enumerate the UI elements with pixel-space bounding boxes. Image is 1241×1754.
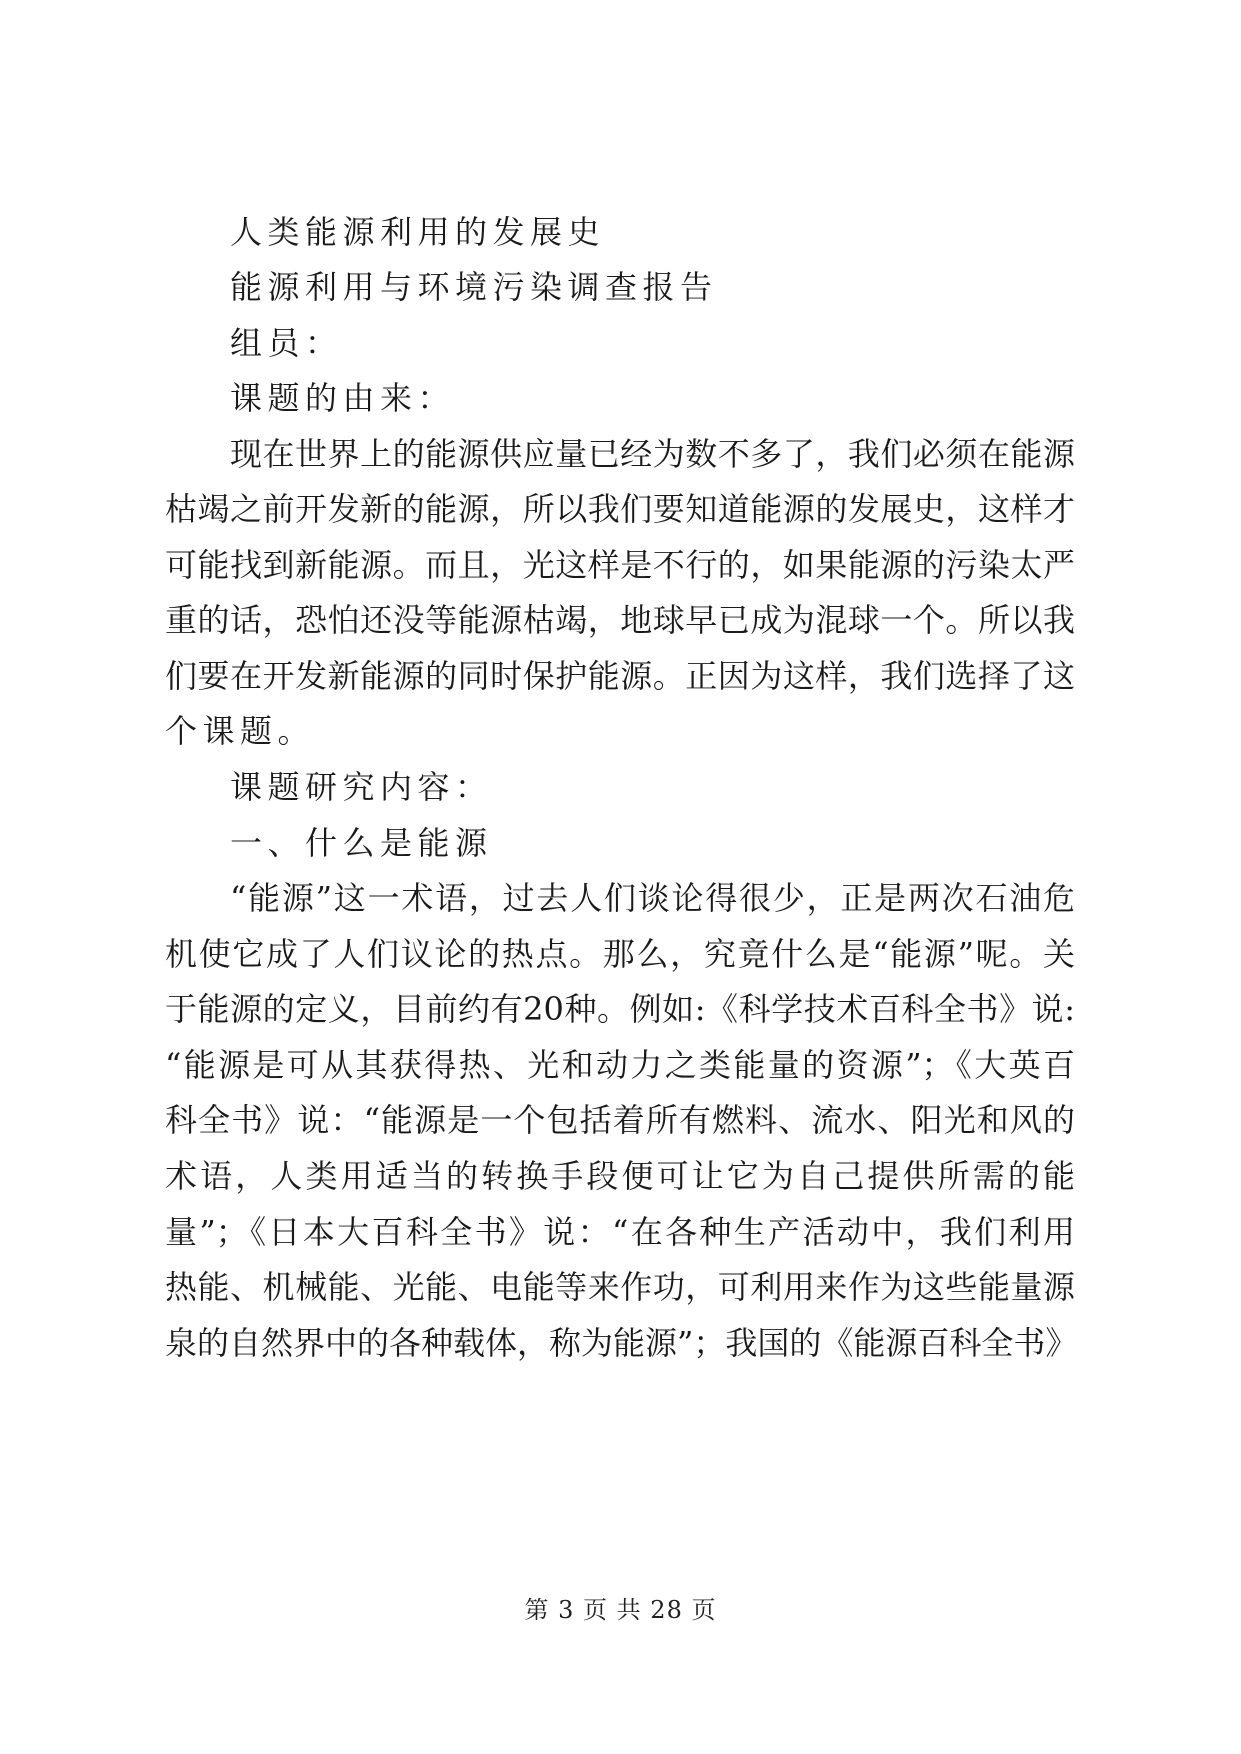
document-title: 人类能源利用的发展史: [230, 213, 606, 251]
paragraph-line: 可能找到新能源。而且，光这样是不行的，如果能源的污染太严: [165, 546, 1075, 584]
report-title: 能源利用与环境污染调查报告: [230, 268, 718, 306]
page-number-footer: 第 3 页 共 28 页: [524, 1596, 717, 1624]
paragraph-line: 个课题。: [165, 712, 316, 750]
paragraph-line: 术语，人类用适当的转换手段便可让它为自己提供所需的能: [165, 1157, 1075, 1195]
paragraph-line: 机使它成了人们议论的热点。那么，究竟什么是“能源”呢。关: [165, 935, 1075, 973]
paragraph-line: 科全书》说：“能源是一个包括着所有燃料、流水、阳光和风的: [165, 1101, 1075, 1139]
paragraph-line: “能源”这一术语，过去人们谈论得很少，正是两次石油危: [230, 879, 1075, 917]
paragraph-line: 们要在开发新能源的同时保护能源。正因为这样，我们选择了这: [165, 657, 1075, 695]
paragraph-line: 于能源的定义，目前约有20种。例如:《科学技术百科全书》说:: [165, 990, 1075, 1028]
section-heading-content: 课题研究内容：: [230, 768, 493, 806]
paragraph-line: 泉的自然界中的各种载体，称为能源”；我国的《能源百科全书》: [165, 1324, 1078, 1362]
subsection-heading: 一、什么是能源: [230, 824, 493, 862]
paragraph-line: “能源是可从其获得热、光和动力之类能量的资源”；《大英百: [165, 1046, 1075, 1084]
paragraph-line: 量”；《日本大百科全书》说：“在各种生产活动中，我们利用: [165, 1213, 1075, 1251]
members-label: 组员：: [230, 324, 343, 362]
paragraph-line: 现在世界上的能源供应量已经为数不多了，我们必须在能源: [230, 435, 1075, 473]
paragraph-line: 热能、机械能、光能、电能等来作功，可利用来作为这些能量源: [165, 1268, 1075, 1306]
section-heading-origin: 课题的由来：: [230, 379, 456, 417]
paragraph-line: 重的话，恐怕还没等能源枯竭，地球早已成为混球一个。所以我: [165, 601, 1075, 639]
paragraph-line: 枯竭之前开发新的能源，所以我们要知道能源的发展史，这样才: [165, 490, 1075, 528]
